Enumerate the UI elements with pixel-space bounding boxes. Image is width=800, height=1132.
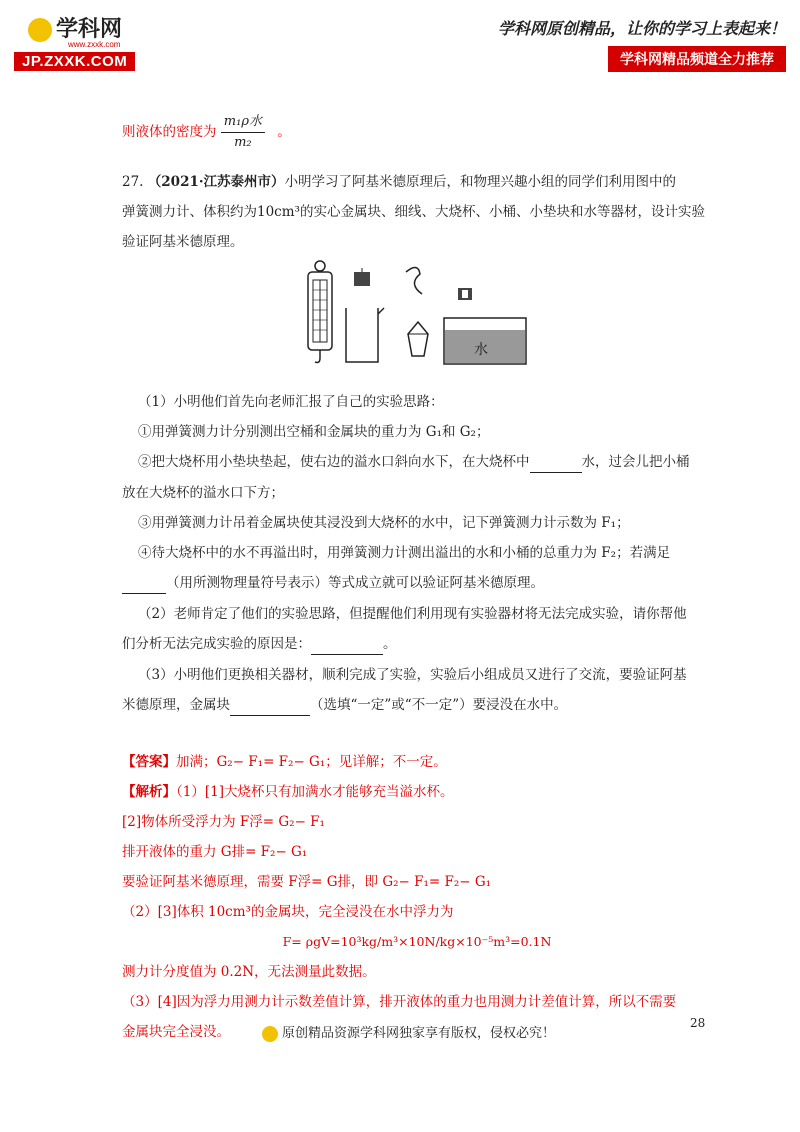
analysis-line-1 bbox=[122, 782, 712, 802]
step-2-text-b: 水，过会儿把小桶 bbox=[581, 454, 690, 470]
mascot-icon bbox=[28, 18, 52, 42]
header-slogan: 学科网原创精品，让你的学习上表起来！ bbox=[497, 21, 786, 38]
density-numerator: m₁ρ水 bbox=[221, 112, 265, 133]
answer-blank-1[interactable] bbox=[530, 452, 582, 473]
part-2-text-b: 们分析无法完成实验的原因是： bbox=[122, 636, 311, 652]
step-4-cont bbox=[122, 573, 712, 594]
part-1-intro: （1）小明他们首先向老师汇报了自己的实验思路： bbox=[138, 394, 444, 410]
density-denominator: m₂ bbox=[234, 135, 252, 150]
logo-small-url: www.zxxk.com bbox=[68, 40, 121, 49]
answer-blank-2[interactable] bbox=[122, 573, 166, 594]
mascot-icon bbox=[262, 1026, 278, 1042]
site-logo bbox=[14, 12, 164, 72]
small-pad-icon bbox=[458, 288, 472, 300]
analysis-label: 【解析】 bbox=[122, 784, 176, 800]
step-4: ④待大烧杯中的水不再溢出时，用弹簧测力计测出溢出的水和小桶的总重力为 F₂；若满足 bbox=[138, 545, 671, 561]
analysis-line-5: （2）[3]体积 10cm³的金属块，完全浸没在水中浮力为 bbox=[122, 904, 454, 920]
part-2-line-1: （2）老师肯定了他们的实验思路，但提醒他们利用现有实验器材将无法完成实验，请你帮他 bbox=[138, 606, 687, 622]
logo-text: 学科网 bbox=[56, 16, 123, 41]
density-suffix: 。 bbox=[277, 124, 291, 140]
part-3-line-1: （3）小明他们更换相关器材，顺利完成了实验，实验后小组成员又进行了交流，要验证阿基 bbox=[138, 667, 687, 683]
part-2-text-c: 。 bbox=[383, 636, 397, 652]
footer-text: 原创精品资源学科网独家享有版权，侵权必究！ bbox=[282, 1026, 556, 1041]
answer-line bbox=[122, 752, 712, 772]
logo-url: JP.ZXXK.COM bbox=[14, 52, 135, 71]
header-banner: 学科网精品频道全力推荐 bbox=[608, 46, 786, 72]
question-source: （2021·江苏泰州市） bbox=[147, 174, 285, 190]
large-beaker-icon bbox=[346, 308, 384, 362]
metal-block-icon bbox=[354, 268, 370, 286]
analysis-line-4: 要验证阿基米德原理，需要 F浮= G排，即 G₂− F₁= F₂− G₁ bbox=[122, 874, 492, 890]
density-fraction bbox=[221, 112, 265, 153]
question-intro-2: 弹簧测力计、体积约为10cm³的实心金属块、细线、大烧杯、小桶、小垫块和水等器材，设计实验 bbox=[122, 204, 705, 220]
question-parts bbox=[122, 392, 712, 716]
step-3: ③用弹簧测力计吊着金属块使其浸没到大烧杯的水中，记下弹簧测力计示数为 F₁； bbox=[138, 515, 630, 531]
question-number: 27. bbox=[122, 174, 144, 190]
step-2-text-a: ②把大烧杯用小垫块垫起，使右边的溢水口斜向水下，在大烧杯中 bbox=[138, 454, 530, 470]
answer-text: 加满；G₂− F₁= F₂− G₁；见详解；不一定。 bbox=[176, 754, 447, 770]
analysis-line-7: 测力计分度值为 0.2N，无法测量此数据。 bbox=[122, 964, 376, 980]
density-line bbox=[122, 112, 291, 153]
question-intro-3: 验证阿基米德原理。 bbox=[122, 234, 244, 250]
step-2-cont: 放在大烧杯的溢水口下方； bbox=[122, 485, 284, 501]
answer-blank-4[interactable] bbox=[230, 695, 310, 716]
density-prefix: 则液体的密度为 bbox=[122, 124, 217, 140]
part-2-line-2 bbox=[122, 634, 712, 655]
analysis-line-8: （3）[4]因为浮力用测力计示数差值计算，排开液体的重力也用测力计差值计算，所以不需要 bbox=[122, 994, 677, 1010]
part-3-text-b: 米德原理，金属块 bbox=[122, 697, 230, 713]
analysis-line-9: 金属块完全浸没。 bbox=[122, 1024, 230, 1040]
answer-label: 【答案】 bbox=[122, 754, 176, 770]
analysis-line-3: 排开液体的重力 G排= F₂− G₁ bbox=[122, 844, 308, 860]
step-4-text-b: （用所测物理量符号表示）等式成立就可以验证阿基米德原理。 bbox=[166, 575, 544, 591]
step-2 bbox=[122, 452, 712, 473]
analysis-line-2: [2]物体所受浮力为 F浮= G₂− F₁ bbox=[122, 814, 325, 830]
page-number: 28 bbox=[690, 1016, 706, 1030]
water-label: 水 bbox=[474, 342, 488, 358]
answer-section bbox=[122, 752, 712, 1042]
footer bbox=[262, 1022, 555, 1042]
question-line-1 bbox=[122, 172, 712, 192]
spring-scale-icon bbox=[308, 261, 332, 363]
apparatus-figure bbox=[296, 258, 532, 370]
step-1: ①用弹簧测力计分别测出空桶和金属块的重力为 G₁和 G₂； bbox=[138, 424, 490, 440]
answer-blank-3[interactable] bbox=[311, 634, 383, 655]
question-intro-1: 小明学习了阿基米德原理后，和物理兴趣小组的同学们利用图中的 bbox=[284, 174, 677, 190]
analysis-formula: F= ρgV=10³kg/m³×10N/kg×10⁻⁵m³=0.1N bbox=[282, 934, 552, 949]
question-intro bbox=[122, 172, 712, 252]
analysis-text-1: （1）[1]大烧杯只有加满水才能够充当溢水杯。 bbox=[176, 784, 454, 800]
small-bucket-icon bbox=[408, 322, 428, 356]
part-3-text-c: （选填“一定”或“不一定”）要浸没在水中。 bbox=[310, 697, 568, 713]
part-3-line-2 bbox=[122, 695, 712, 716]
thread-icon bbox=[406, 267, 422, 294]
